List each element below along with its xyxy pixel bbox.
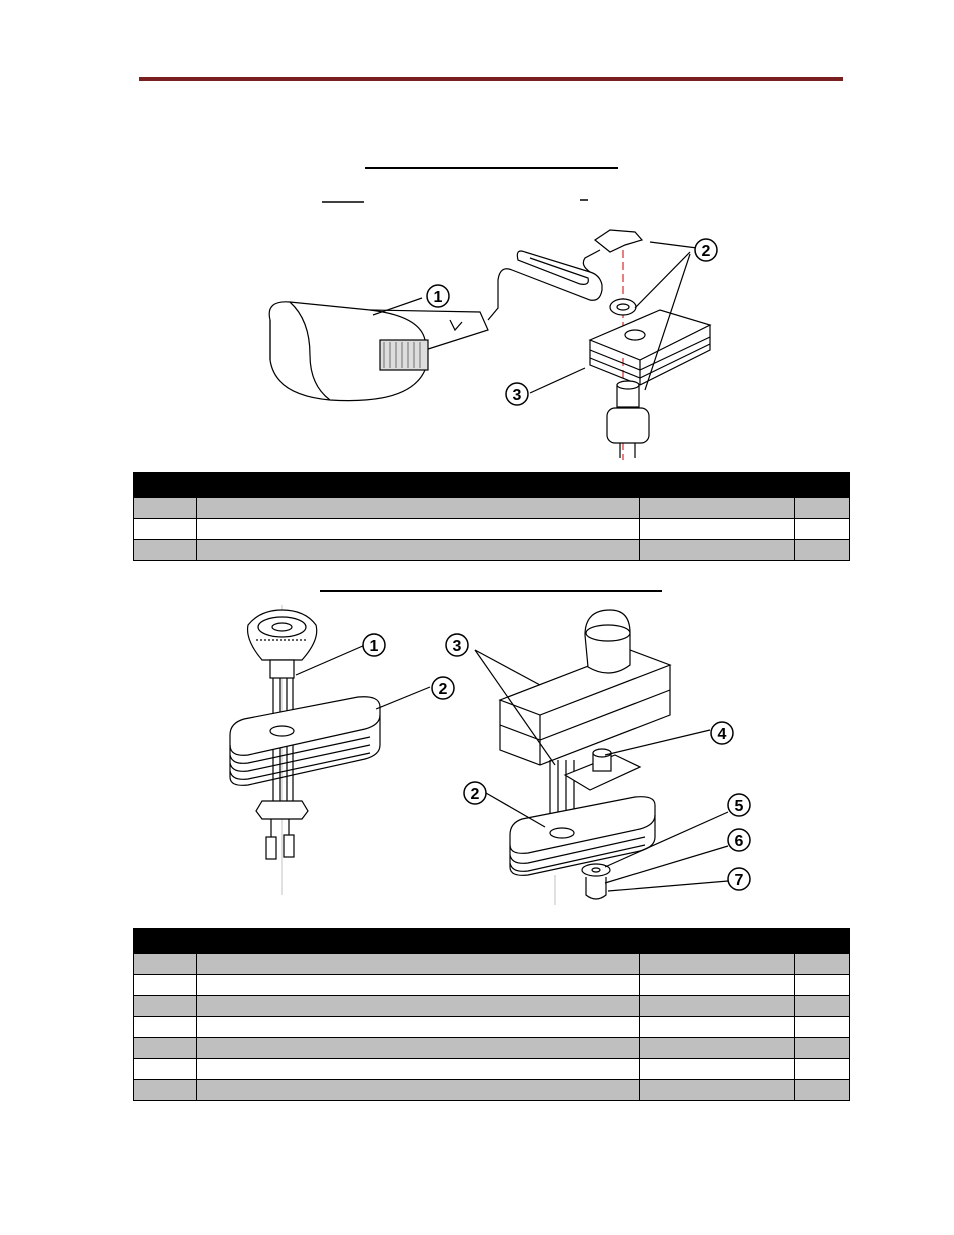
table-cell [197, 954, 640, 975]
table-cell [640, 540, 795, 561]
section1-title-underline [365, 167, 618, 169]
table-row [134, 954, 850, 975]
table-cell [640, 498, 795, 519]
table-cell [197, 975, 640, 996]
figure2-parts-table [133, 928, 850, 1101]
figure1-callout-2 [695, 239, 717, 261]
figure2-callout-2b [464, 782, 486, 804]
figure1-parts-table [133, 472, 850, 561]
table-cell [134, 975, 197, 996]
svg-text:3: 3 [452, 638, 462, 655]
table-cell [197, 996, 640, 1017]
table-row [134, 1059, 850, 1080]
table-cell [795, 1038, 850, 1059]
svg-text:2: 2 [470, 786, 480, 803]
table-cell [134, 1080, 197, 1101]
figure2-callout-5 [728, 794, 750, 816]
svg-text:2: 2 [701, 243, 711, 260]
svg-text:2: 2 [438, 681, 448, 698]
header-cell [134, 929, 197, 954]
header-cell [197, 473, 640, 498]
table-cell [640, 1038, 795, 1059]
header-cell [795, 473, 850, 498]
table-cell [197, 1080, 640, 1101]
figure2-diagram [210, 605, 770, 915]
table-row [134, 1038, 850, 1059]
table-cell [795, 1017, 850, 1038]
table-cell [795, 519, 850, 540]
svg-text:4: 4 [717, 726, 727, 743]
table-cell [134, 996, 197, 1017]
header-cell [134, 473, 197, 498]
table-cell [197, 540, 640, 561]
figure2-callout-1 [363, 634, 385, 656]
table-cell [134, 1038, 197, 1059]
table-cell [197, 519, 640, 540]
table-row [134, 519, 850, 540]
svg-text:3: 3 [512, 387, 522, 404]
figure2-callout-4 [711, 722, 733, 744]
table-row [134, 540, 850, 561]
table-cell [197, 1059, 640, 1080]
table-cell [134, 540, 197, 561]
table-cell [197, 498, 640, 519]
figure2-callout-7 [728, 868, 750, 890]
table-cell [795, 1080, 850, 1101]
table-cell [795, 996, 850, 1017]
table-cell [640, 519, 795, 540]
figure1-callout-3 [506, 383, 528, 405]
table-cell [197, 1038, 640, 1059]
header-cell [795, 929, 850, 954]
header-cell [640, 929, 795, 954]
header-cell [640, 473, 795, 498]
svg-text:1: 1 [433, 289, 443, 306]
svg-text:7: 7 [734, 872, 744, 889]
table-header-row [134, 929, 850, 954]
table-cell [134, 1017, 197, 1038]
table-cell [640, 1017, 795, 1038]
table-cell [640, 1059, 795, 1080]
section2-title-underline [320, 590, 662, 592]
table-cell [197, 1017, 640, 1038]
header-cell [197, 929, 640, 954]
svg-text:5: 5 [734, 798, 744, 815]
table-cell [795, 540, 850, 561]
svg-text:1: 1 [369, 638, 379, 655]
table-cell [640, 954, 795, 975]
figure1-diagram [250, 190, 750, 465]
svg-text:6: 6 [734, 833, 744, 850]
table-cell [795, 1059, 850, 1080]
table-row [134, 1017, 850, 1038]
table-cell [134, 954, 197, 975]
table-row [134, 996, 850, 1017]
table-cell [640, 996, 795, 1017]
table-cell [134, 519, 197, 540]
table-cell [795, 498, 850, 519]
table-row [134, 1080, 850, 1101]
figure2-callout-2 [432, 677, 454, 699]
table-header-row [134, 473, 850, 498]
table-cell [795, 975, 850, 996]
figure1-callout-1 [427, 285, 449, 307]
table-cell [134, 498, 197, 519]
table-row [134, 498, 850, 519]
figure2-callout-6 [728, 829, 750, 851]
table-cell [134, 1059, 197, 1080]
table-row [134, 975, 850, 996]
table-cell [795, 954, 850, 975]
figure2-callout-3 [446, 634, 468, 656]
table-cell [640, 1080, 795, 1101]
header-rule [139, 77, 843, 81]
table-cell [640, 975, 795, 996]
